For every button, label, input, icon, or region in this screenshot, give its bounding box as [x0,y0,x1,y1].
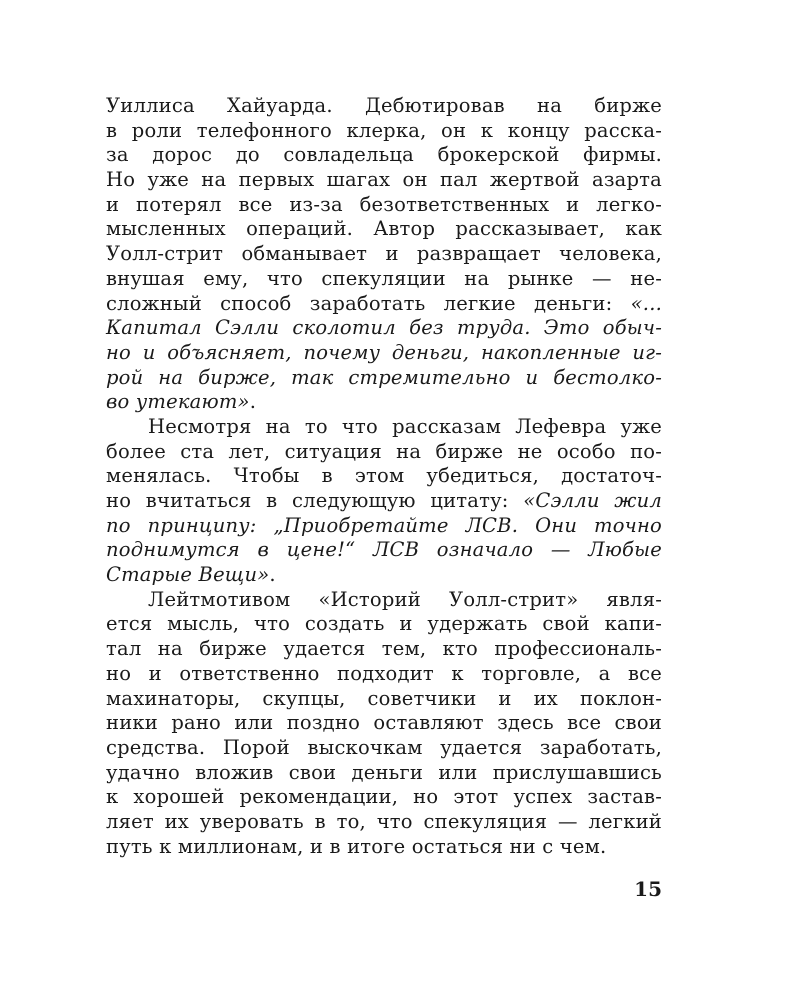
text-line: менялась. Чтобы в этом убедиться, достаточ- [106,464,662,488]
text-line: махинаторы, скупцы, советчики и их поклон- [106,686,662,710]
text-line: более ста лет, ситуация на бирже не особо по- [106,439,662,463]
quote-segment: «Сэлли жил [523,489,662,512]
page-body [106,94,662,859]
text-line [106,292,662,317]
text-line: средства. Порой выскочкам удается заработать, [106,735,662,759]
quote-line: но и объясняет, почему деньги, накопленные иг- [106,340,662,364]
text-line: в роли телефонного клерка, он к концу расска- [106,118,662,142]
quote-segment: Старые Вещи» [106,563,270,587]
text-line [106,489,662,514]
text-line: удачно вложив свои деньги или прислушавшись [106,760,662,784]
quote-line [106,563,662,588]
text-line: к хорошей рекомендации, но этот успех застав- [106,785,662,809]
text-segment: но вчитаться в следующую цитату: [106,489,524,512]
text-line: и потерял все из-за безответственных и легко- [106,192,662,216]
page-number: 15 [634,877,662,901]
text-segment: сложный способ заработать легкие деньги: [106,291,631,315]
text-line: Лейтмотивом «Историй Уолл-стрит» явля- [148,587,662,611]
paragraph-1 [106,94,662,415]
text-line: Уиллиса Хайуарда. Дебютировав на бирже [106,94,662,117]
text-line: ется мысль, что создать и удержать свой капи- [106,612,662,636]
text-line: ники рано или поздно оставляют здесь все свои [106,711,662,735]
paragraph-3 [106,588,662,860]
text-line: Но уже на первых шагах он пал жертвой азарта [106,168,662,192]
quote-line: по принципу: „Приобретайте ЛСВ. Они точно [106,513,662,537]
text-line: тал на бирже удается тем, кто профессиональ- [106,637,662,661]
quote-line [106,390,662,415]
text-segment: . [269,563,276,587]
quote-line: Капитал Сэлли сколотил без труда. Это обыч- [106,316,662,340]
text-line: ляет их уверовать в то, что спекуляция — легкий [106,809,662,833]
text-line: Уолл-стрит обманывает и развращает человека, [106,242,662,266]
text-line: но и ответственно подходит к торговле, а все [106,661,662,685]
quote-line: рой на бирже, так стремительно и бестолко- [106,365,662,389]
paragraph-2 [106,415,662,588]
text-line: мысленных операций. Автор рассказывает, как [106,217,662,241]
text-segment: . [249,390,257,414]
quote-segment: «... [630,291,662,315]
text-line: внушая ему, что спекуляции на рынке — не- [106,266,662,290]
text-line: за дорос до совладельца брокерской фирмы. [106,143,662,167]
text-line: Несмотря на то что рассказам Лефевра уже [148,414,662,438]
text-line: путь к миллионам, и в итоге остаться ни с чем. [106,834,607,858]
quote-line: поднимутся в цене!“ ЛСВ означало — Любые [106,538,662,562]
quote-segment: во утекают» [106,390,250,414]
